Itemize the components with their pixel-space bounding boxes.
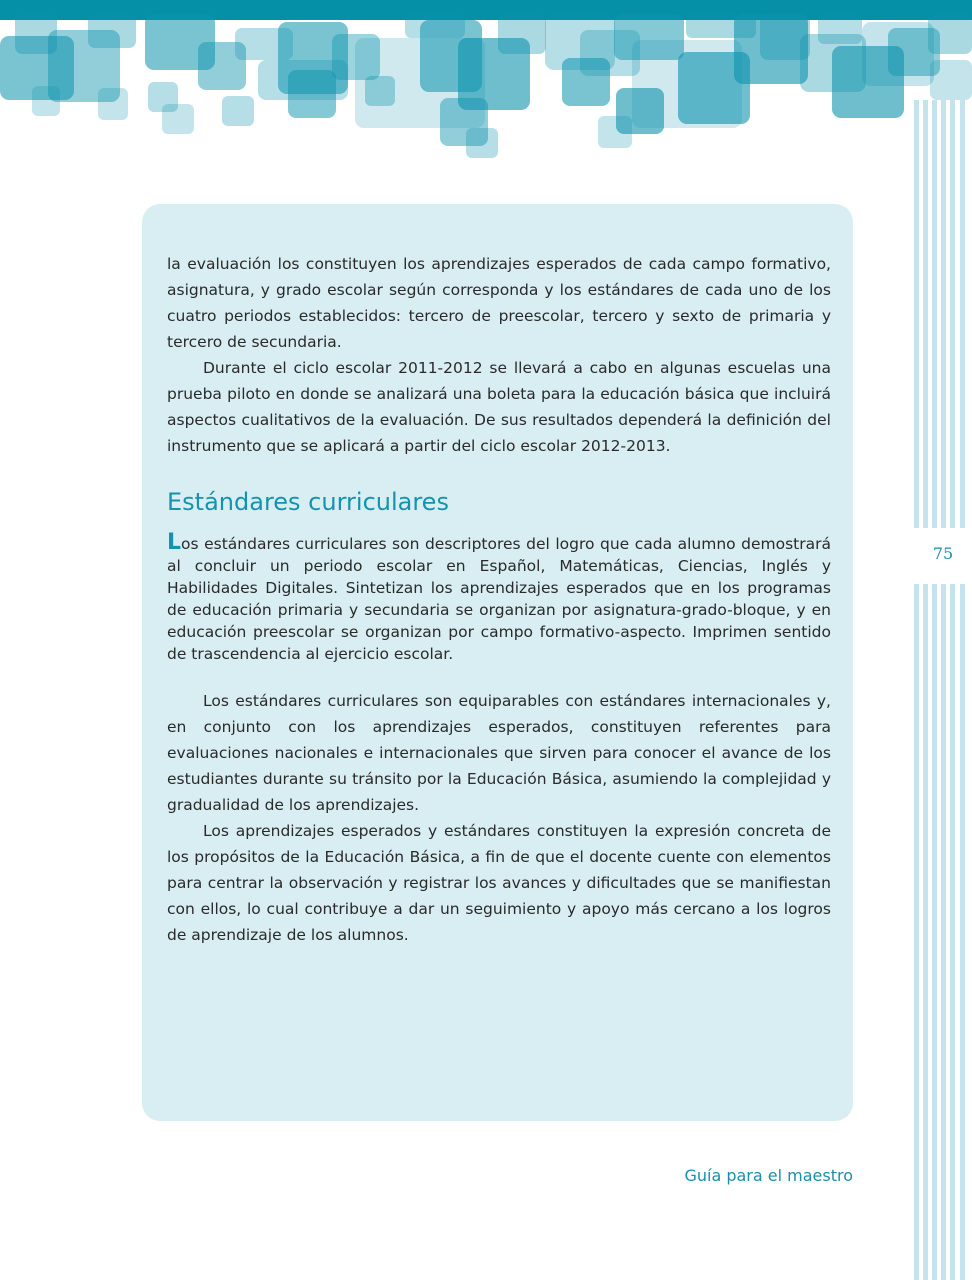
footer-title: Guía para el maestro	[684, 1166, 853, 1185]
paragraph-spacer	[167, 665, 831, 688]
decorative-stripes	[910, 0, 972, 1280]
section-heading: Estándares curriculares	[167, 488, 449, 516]
content-body	[167, 251, 831, 948]
paragraph-evaluation: la evaluación los constituyen los aprendizajes esperados de cada campo formativo, asignatura, y grado escolar según corresponda y los estándares de cada uno de los cuatro periodos establecidos: tercero de preescolar, tercero y sexto de primaria y tercero de secundaria.	[167, 255, 831, 351]
paragraph-expected-learning: Los aprendizajes esperados y estándares constituyen la expresión concreta de los propósitos de la Educación Básica, a fin de que el docente cuente con elementos para centrar la observación y registrar los avances y dificultades que se manifiestan con ellos, lo cual contribuye a dar un seguimiento y apoyo más cercano a los logros de aprendizaje de los alumnos.	[167, 822, 831, 944]
paragraph-international-standards: Los estándares curriculares son equiparables con estándares internacionales y, en conjunto con los aprendizajes esperados, constituyen referentes para evaluaciones nacionales e internacionales que sirven para conocer el avance de los estudiantes durante su tránsito por la Educación Básica, asumiendo la complejidad y gradualidad de los aprendizajes.	[167, 692, 831, 814]
drop-cap: L	[167, 530, 182, 555]
page-number: 75	[932, 544, 954, 563]
paragraph-standards-text: os estándares curriculares son descriptores del logro que cada alumno demostrará al concluir un periodo escolar en Español, Matemáticas, Ciencias, Inglés y Habilidades Digitales. Sintetizan los aprendizajes esperados que en los programas de educación primaria y secundaria se organizan por asignatura-grado-bloque, y en educación preescolar se organizan por campo formativo-aspecto. Imprimen sentido de trascendencia al ejercicio escolar.	[167, 535, 831, 663]
paragraph-standards-definition	[167, 530, 831, 665]
decorative-squares-banner	[0, 0, 972, 170]
paragraph-pilot-test: Durante el ciclo escolar 2011-2012 se llevará a cabo en algunas escuelas una prueba piloto en donde se analizará una boleta para la educación básica que incluirá aspectos cualitativos de la evaluación. De sus resultados dependerá la definición del instrumento que se aplicará a partir del ciclo escolar 2012-2013.	[167, 359, 831, 455]
